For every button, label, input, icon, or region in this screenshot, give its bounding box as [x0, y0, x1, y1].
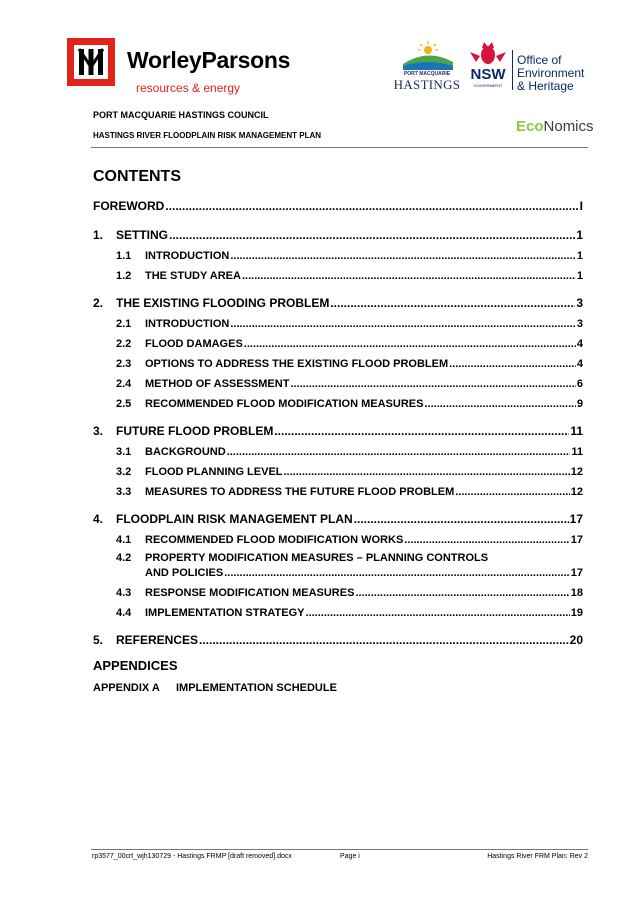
economics-logo [516, 118, 594, 135]
toc-section[interactable] [93, 631, 583, 647]
toc-page: 17 [570, 567, 583, 579]
toc-title: FLOOD DAMAGES [145, 338, 243, 350]
toc-title: FUTURE FLOOD PROBLEM [116, 424, 274, 438]
toc-page: 17 [570, 534, 583, 546]
toc-subsection[interactable] [93, 482, 583, 498]
toc-number: 2.2 [116, 338, 132, 350]
toc-section[interactable] [93, 226, 583, 242]
toc-subsection[interactable] [93, 374, 583, 390]
toc-subsection[interactable] [93, 354, 583, 370]
toc-subsection[interactable] [93, 314, 583, 330]
toc-title: BACKGROUND [145, 446, 226, 458]
toc-subsection[interactable] [93, 583, 583, 599]
toc-subsection[interactable] [93, 603, 583, 619]
toc-page: 20 [569, 633, 583, 647]
toc-title: FOREWORD [93, 199, 165, 213]
company-tagline: resources & energy [136, 81, 241, 95]
oeh-line-1: Office of [517, 53, 562, 67]
council-name: PORT MACQUARIE HASTINGS COUNCIL [93, 110, 269, 120]
toc-title: FLOOD PLANNING LEVEL [145, 466, 283, 478]
toc-number: 4. [93, 512, 104, 526]
appendices-heading: APPENDICES [93, 658, 178, 673]
toc-section[interactable] [93, 294, 583, 310]
toc-page: 17 [569, 512, 583, 526]
toc-section[interactable] [93, 422, 583, 438]
toc-title: FLOODPLAIN RISK MANAGEMENT PLAN [116, 512, 353, 526]
oeh-line-3: & Heritage [517, 79, 574, 93]
footer-document-title: Hastings River FRM Plan: Rev 2 [487, 853, 588, 860]
toc-title: OPTIONS TO ADDRESS THE EXISTING FLOOD PROBLEM [145, 358, 449, 370]
toc-page: 1 [576, 228, 583, 242]
toc-number: 3.2 [116, 466, 132, 478]
toc-number: 4.3 [116, 587, 132, 599]
toc-section[interactable] [93, 510, 583, 526]
econ-rest: Nomics [543, 118, 594, 135]
footer-divider [91, 849, 588, 850]
toc-title: RESPONSE MODIFICATION MEASURES [145, 587, 355, 599]
toc-page: 19 [570, 607, 583, 619]
toc-title: METHOD OF ASSESSMENT [145, 378, 290, 390]
toc-page: 3 [576, 318, 583, 330]
nsw-label: NSW [470, 66, 506, 83]
toc-number: 4.4 [116, 607, 132, 619]
toc-page: 11 [570, 424, 583, 438]
plan-title: HASTINGS RIVER FLOODPLAIN RISK MANAGEMENT PLAN [93, 131, 322, 140]
toc-title: INTRODUCTION [145, 318, 230, 330]
nsw-government-label: GOVERNMENT [473, 83, 503, 88]
toc-title: THE EXISTING FLOODING PROBLEM [116, 296, 330, 310]
company-name: WorleyParsons [127, 47, 291, 73]
toc-number: 1.2 [116, 270, 132, 282]
toc-page: I [579, 199, 583, 213]
toc-subsection-first-line[interactable] [93, 548, 583, 564]
toc-title: RECOMMENDED FLOOD MODIFICATION WORKS [145, 534, 404, 546]
toc-title: REFERENCES [116, 633, 199, 647]
toc-page: 1 [576, 250, 583, 262]
toc-subsection[interactable] [93, 266, 583, 282]
toc-subsection[interactable] [93, 334, 583, 350]
toc-page: 9 [576, 398, 583, 410]
oeh-divider [512, 50, 513, 90]
oeh-line-2: Environment [517, 66, 585, 80]
toc-page: 18 [570, 587, 583, 599]
toc-number: 3. [93, 424, 104, 438]
toc-title: INTRODUCTION [145, 250, 230, 262]
footer-page-number: Page i [340, 853, 360, 860]
toc-page: 6 [576, 378, 583, 390]
toc-page: 3 [576, 296, 583, 310]
footer-filename: rp3577_00crt_wjh130729 - Hastings FRMP [draft removed].docx [92, 853, 292, 860]
toc-page: 4 [576, 338, 583, 350]
econ-bold: Eco [516, 118, 544, 135]
toc-subsection[interactable] [93, 530, 583, 546]
toc-subsection[interactable] [93, 442, 583, 458]
toc-title: THE STUDY AREA [145, 270, 241, 282]
toc-number: 2.1 [116, 318, 132, 330]
toc-subsection[interactable] [93, 246, 583, 262]
toc-number: 2. [93, 296, 104, 310]
pmh-hastings-label: HASTINGS [393, 77, 461, 92]
toc-number: 3.1 [116, 446, 132, 458]
toc-title: MEASURES TO ADDRESS THE FUTURE FLOOD PROBLEM [145, 486, 455, 498]
toc-title: PROPERTY MODIFICATION MEASURES – PLANNING CONTROLS [145, 552, 489, 564]
toc-number: 2.4 [116, 378, 132, 390]
toc-number: 1. [93, 228, 104, 242]
toc-title: RECOMMENDED FLOOD MODIFICATION MEASURES [145, 398, 424, 410]
toc-subsection-continued[interactable] [93, 563, 583, 579]
toc-page: 12 [570, 486, 583, 498]
toc-number: 3.3 [116, 486, 132, 498]
toc-title: IMPLEMENTATION STRATEGY [145, 607, 305, 619]
toc-subsection[interactable] [93, 462, 583, 478]
appendix-a-entry[interactable] [93, 682, 337, 694]
toc-page: 12 [570, 466, 583, 478]
page-title: CONTENTS [93, 168, 181, 185]
pmh-port-label: PORT MACQUARIE [403, 71, 451, 77]
toc-title-continued: AND POLICIES [145, 567, 224, 579]
toc-title: SETTING [116, 228, 169, 242]
toc-page: 4 [576, 358, 583, 370]
toc-entry-foreword[interactable] [93, 197, 583, 213]
appendix-label: APPENDIX A [93, 682, 160, 694]
appendix-title: IMPLEMENTATION SCHEDULE [176, 682, 337, 694]
toc-page: 11 [571, 446, 583, 458]
toc-subsection[interactable] [93, 394, 583, 410]
toc-page: 1 [576, 270, 583, 282]
header-divider [91, 147, 588, 148]
toc-number: 4.1 [116, 534, 132, 546]
toc-number: 4.2 [116, 552, 132, 564]
toc-number: 1.1 [116, 250, 132, 262]
worleyparsons-logo-icon [67, 38, 115, 86]
toc-number: 2.3 [116, 358, 132, 370]
toc-number: 5. [93, 633, 104, 647]
toc-number: 2.5 [116, 398, 132, 410]
